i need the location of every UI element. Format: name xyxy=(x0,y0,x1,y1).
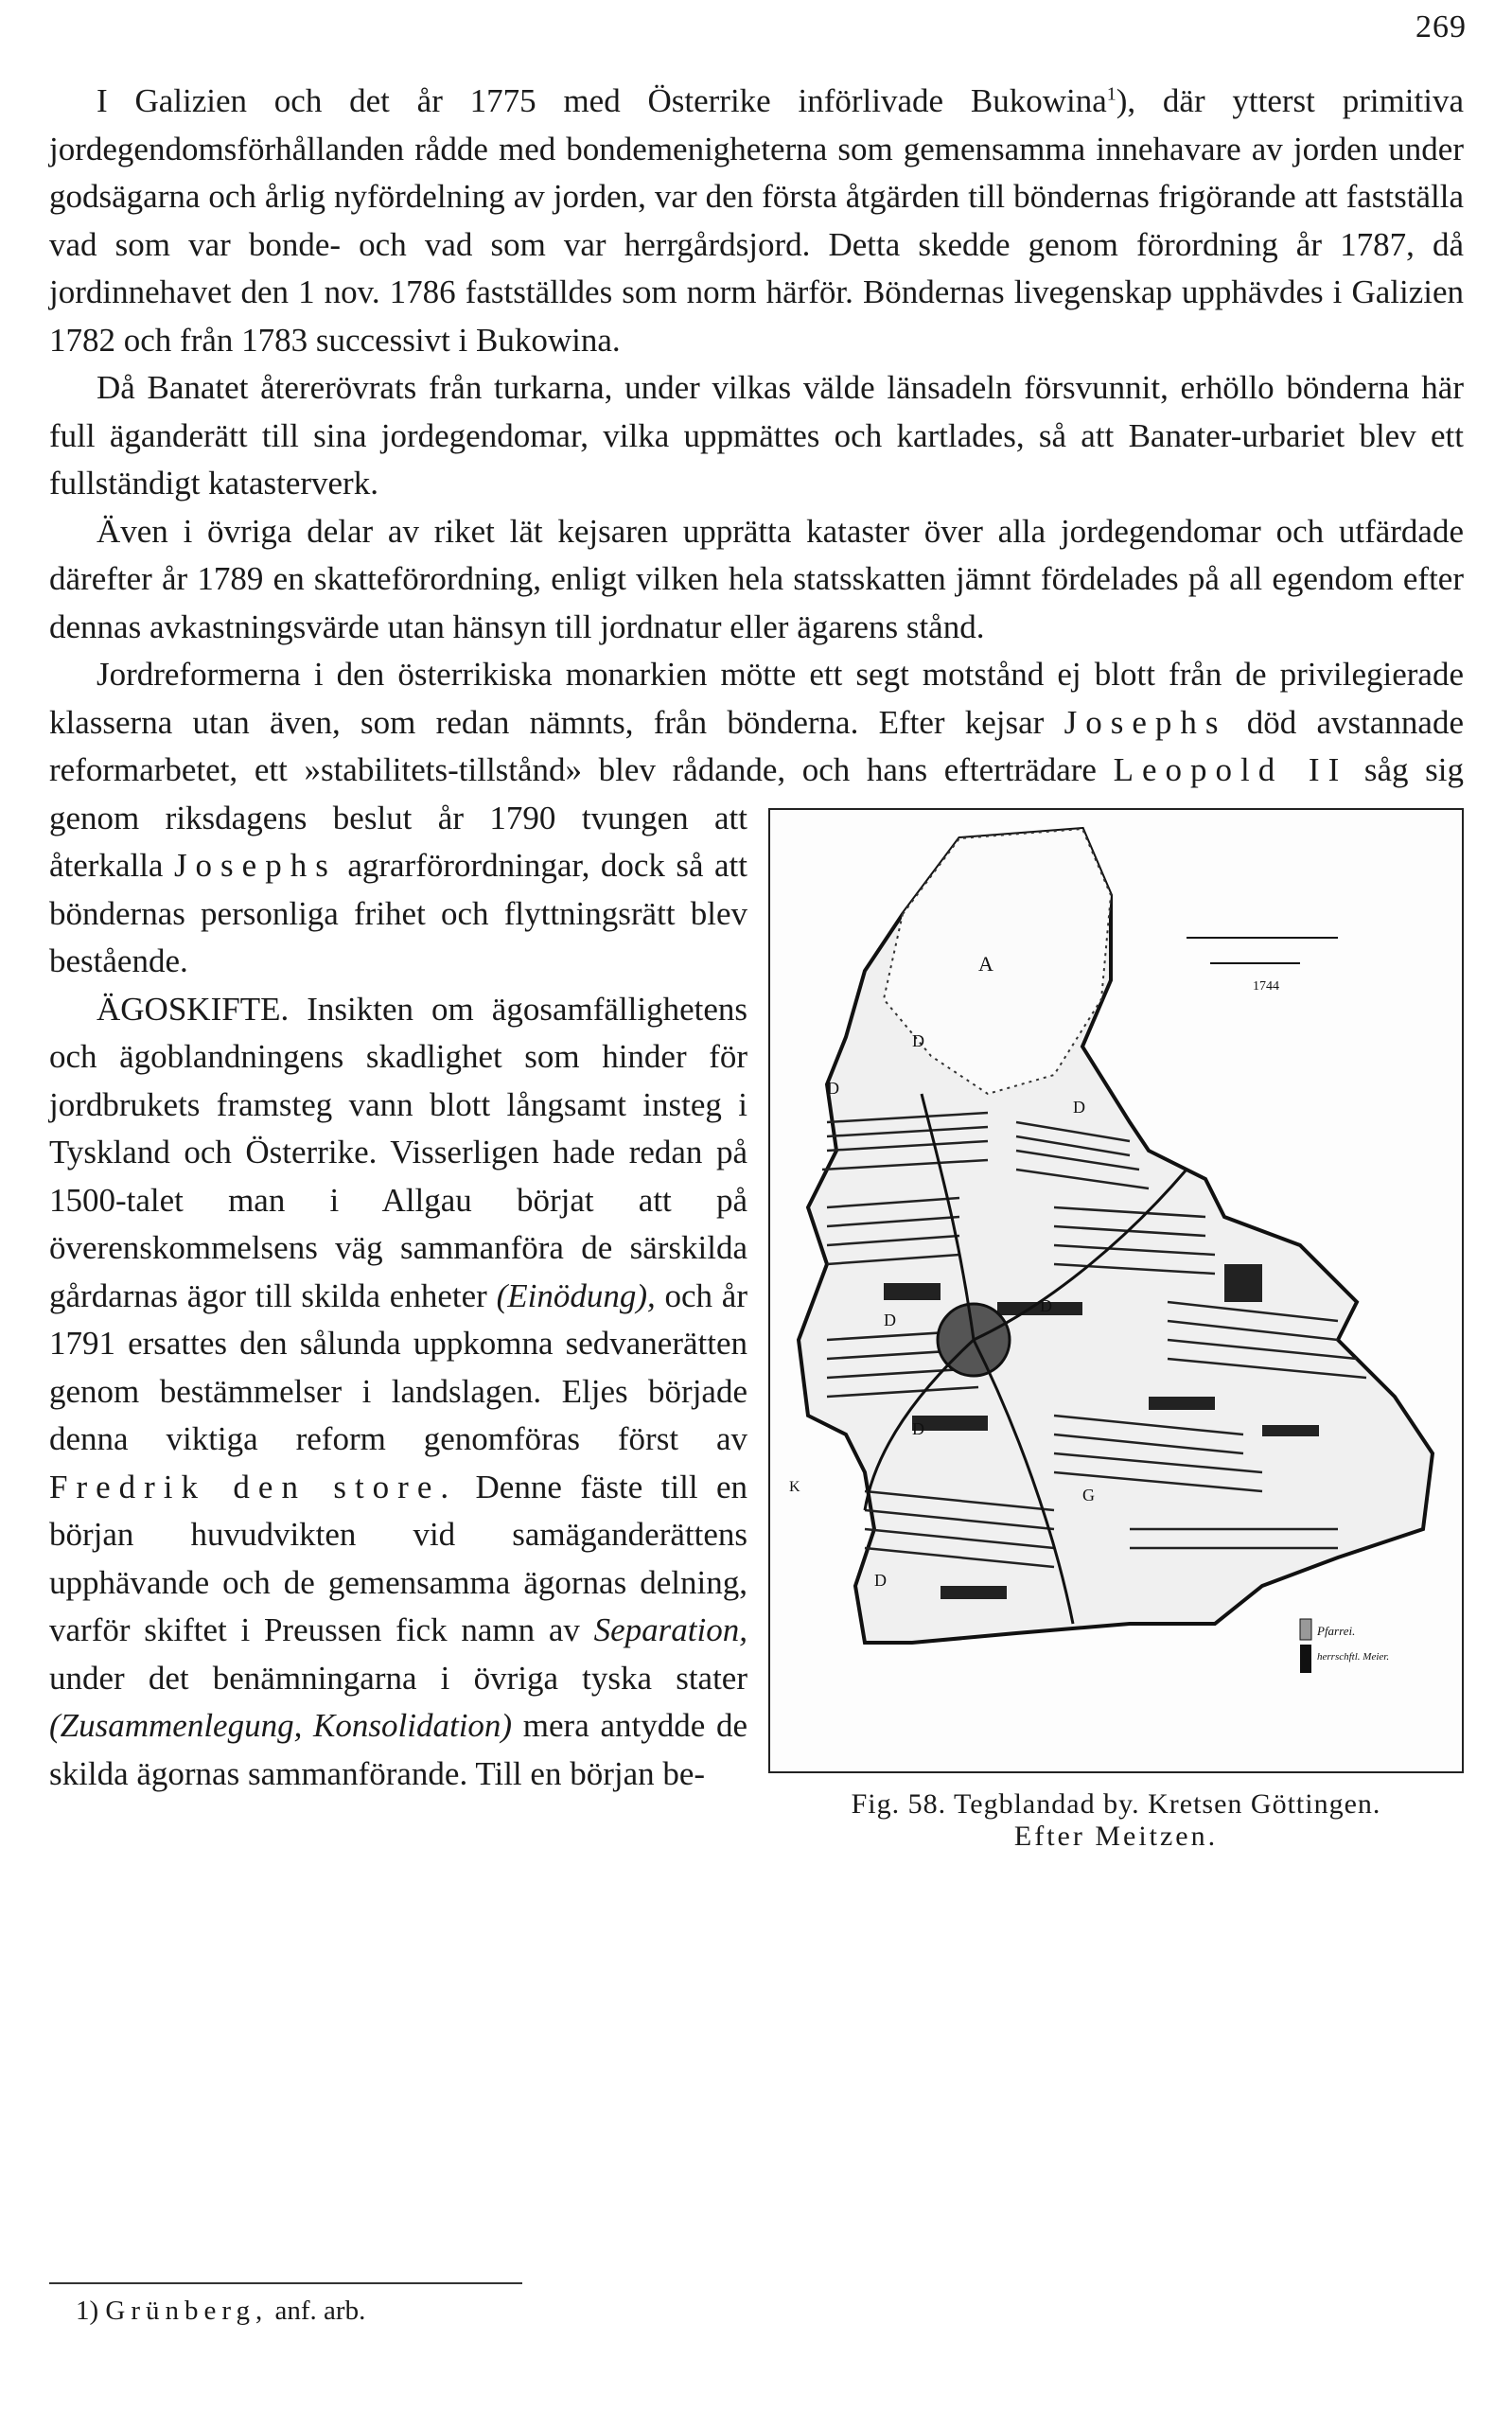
figure-58 xyxy=(768,808,1464,1853)
scale-year: 1744 xyxy=(1253,978,1279,994)
footnote-marker: 1) xyxy=(76,2296,99,2326)
caption-line-2: Efter Meitzen. xyxy=(1013,1820,1219,1852)
map-label-k: K xyxy=(789,1478,800,1495)
paragraph-agoskifte: ÄGOSKIFTE. Insikten om ägosamfällighetens och ägoblandningens skadlighet som hinder för jordbrukets framsteg vann blott långsamt insteg i Tyskland och Österrike. Visserligen hade redan på 1500-talet man i Allgau börjat att på överenskommelsens väg sammanföra de särskilda gårdarnas ägor till skilda enheter (Einödung), och år 1791 ersattes den sålunda uppkomna sedvanerätten genom bestämmelser i landslagen. Eljes började denna viktiga reform genomföras först av Fredrik den store. Denne fäste till en början huvudvikten vid samäganderättens upphävande och de gemensamma ägornas delning, varför skiftet i Preussen fick namn av Separation, under det benämningarna i övriga tyska stater (Zusammenlegung, Konsolidation) mera antydde de skilda ägornas sammanförande. Till en början be- xyxy=(49,990,747,1792)
map-label-d6: D xyxy=(912,1418,924,1438)
paragraph-jordreformerna: Jordreformerna i den österrikiska monarkien mötte ett segt motstånd ej blott från de privilegierade klasserna utan även, som redan nämnts, från bönderna. Efter kejsar Josephs död avstannade reformarbetet, ett »stabilitets-tillstånd» blev rådande, och hans efterträdare A D D D D D D D G K 1744 Pfarrei. herrschftl. Meier. Fig. 58. Tegblandad by. Kretsen Göttingen. Efter Meitzen. Leopold II såg sig genom riksdagens beslut år 1790 tvungen att återkalla Josephs agrarförordningar, dock så att böndernas personliga frihet och flyttningsrätt blev bestående. xyxy=(49,656,1465,1852)
legend-pfarrei-swatch xyxy=(1300,1619,1311,1640)
village-map-drawing xyxy=(770,810,1462,1771)
scale-bar xyxy=(1187,938,1338,963)
map-label-d1: D xyxy=(912,1030,924,1050)
paragraph-kataster: Även i övriga delar av riket lät kejsaren upprätta kataster över alla jordegendomar och utfärdade därefter år 1789 en skatteförordning, enligt vilken hela statsskatten jämnt fördelades på all egendom efter dennas avkastningsvärde utan hänsyn till jordnatur eller ägarens stånd. xyxy=(49,512,1464,645)
caption-line-1: Fig. 58. Tegblandad by. Kretsen Göttingen. xyxy=(851,1787,1381,1820)
map-label-a: A xyxy=(978,951,993,976)
map-label-d4: D xyxy=(884,1310,896,1329)
footnote xyxy=(76,2296,365,2327)
map-label-d2: D xyxy=(827,1078,839,1098)
legend-pfarrei: Pfarrei. xyxy=(1317,1623,1356,1638)
paragraph-banatet: Då Banatet återerövrats från turkarna, under vilkas välde länsadeln försvunnit, erhöllo bönderna här full äganderätt till sina jordegendomar, vilka uppmättes och kartlades, så att Banater-urbariet blev ett fullständigt katasterverk. xyxy=(49,369,1464,502)
body-text xyxy=(49,78,1464,1862)
map-label-d7: D xyxy=(874,1570,887,1590)
legend-meier: herrschftl. Meier. xyxy=(1317,1650,1390,1663)
map-label-g: G xyxy=(1082,1485,1095,1505)
footnote-rule xyxy=(49,2282,522,2284)
map-label-d3: D xyxy=(1073,1097,1085,1117)
legend-meier-swatch xyxy=(1300,1645,1311,1673)
footnote-author: Grünberg, xyxy=(105,2296,269,2326)
paragraph-galizien: I Galizien och det år 1775 med Österrike införlivade Bukowina$^1$), där ytterst primitiva jordegendomsförhållanden rådde med bondemenigheterna som gemensamma innehavare av jorden under godsägarna och årlig nyfördelning av jorden, var den första åtgärden till böndernas frigörande att fastställa vad som var bonde- och vad som var herrgårdsjord. Detta skedde genom förordning år 1787, då jordinnehavet den 1 nov. 1786 fastställdes som norm härför. Böndernas livegenskap upphävdes i Galizien 1782 och från 1783 successivt i Bukowina. xyxy=(49,82,1464,359)
village-map xyxy=(768,808,1464,1773)
footnote-text: anf. arb. xyxy=(268,2296,366,2326)
page-number: 269 xyxy=(1415,9,1467,44)
figure-caption xyxy=(768,1788,1464,1853)
map-label-d5: D xyxy=(1040,1295,1052,1315)
